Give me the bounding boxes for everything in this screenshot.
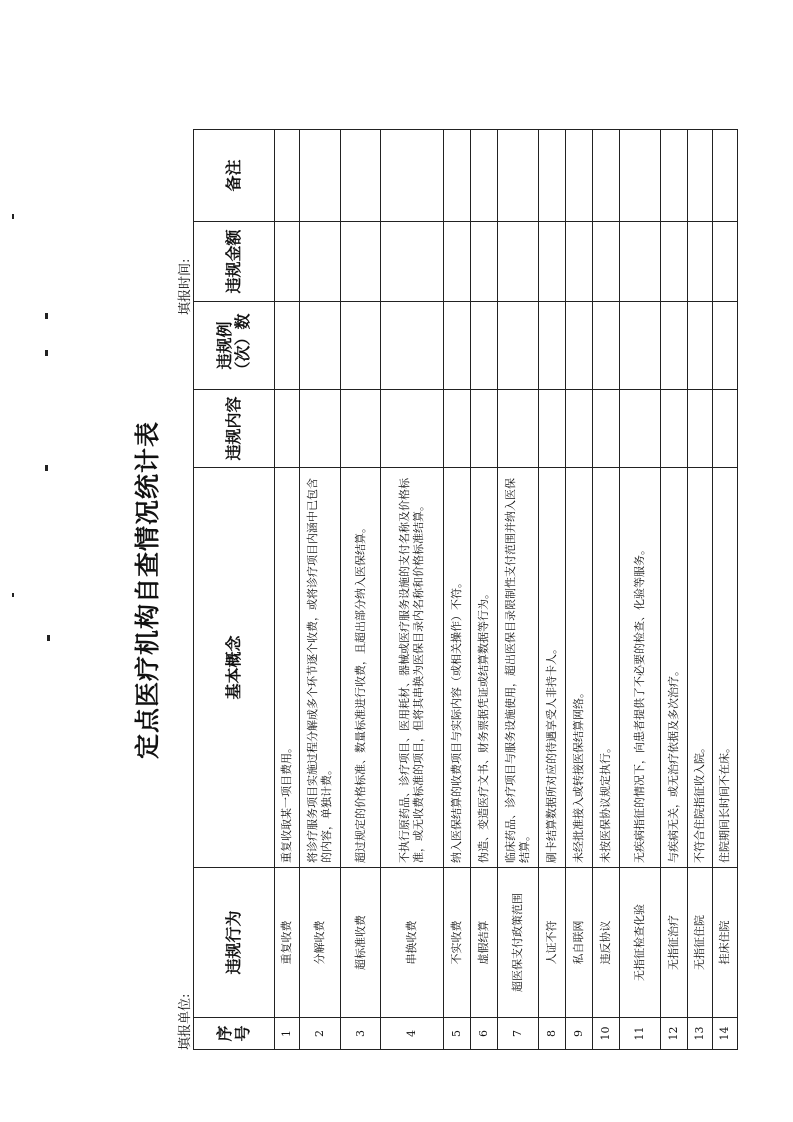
cell-concept: 未经批准接入或转接医保结算网络。 <box>566 468 593 868</box>
cell-amount[interactable] <box>620 222 661 302</box>
page-title: 定点医疗机构自查情况统计表 <box>133 421 162 760</box>
cell-concept: 住院期间长时间不在床。 <box>713 468 738 868</box>
cell-cases[interactable] <box>275 302 300 390</box>
cell-remark[interactable] <box>593 130 620 222</box>
cell-remark[interactable] <box>688 130 713 222</box>
cell-content[interactable] <box>566 390 593 468</box>
cell-amount[interactable] <box>688 222 713 302</box>
cell-remark[interactable] <box>539 130 566 222</box>
cell-amount[interactable] <box>539 222 566 302</box>
cell-seq: 5 <box>444 1018 471 1050</box>
cell-remark[interactable] <box>444 130 471 222</box>
cell-behavior: 不实收费 <box>444 868 471 1018</box>
scan-speck <box>45 313 48 319</box>
header-behavior: 违规行为 <box>194 868 275 1018</box>
table-row <box>593 130 620 1050</box>
cell-behavior: 无指征检查化验 <box>620 868 661 1018</box>
cell-content[interactable] <box>661 390 688 468</box>
header-amount: 违规金额 <box>194 222 275 302</box>
cell-seq: 2 <box>300 1018 341 1050</box>
cell-remark[interactable] <box>498 130 539 222</box>
report-time-label: 填报时间: <box>178 258 193 315</box>
cell-content[interactable] <box>275 390 300 468</box>
cell-behavior: 超医保支付政策范围 <box>498 868 539 1018</box>
cell-content[interactable] <box>713 390 738 468</box>
cell-amount[interactable] <box>300 222 341 302</box>
cell-behavior: 虚假结算 <box>471 868 498 1018</box>
cell-concept: 将诊疗服务项目实施过程分解成多个环节逐个收费，或将诊疗项目内涵中已包含的内容，单独计费。 <box>300 468 341 868</box>
header-cases: 违规例（次）数 <box>194 302 275 390</box>
cell-behavior: 串换收费 <box>381 868 444 1018</box>
cell-amount[interactable] <box>444 222 471 302</box>
report-unit-label: 填报单位: <box>178 993 193 1050</box>
header-seq: 序号 <box>194 1018 275 1050</box>
cell-content[interactable] <box>381 390 444 468</box>
statistics-table <box>193 129 738 1050</box>
cell-content[interactable] <box>341 390 381 468</box>
cell-amount[interactable] <box>275 222 300 302</box>
cell-concept: 临床药品、诊疗项目与服务设施使用，超出医保目录限制性支付范围并纳入医保结算。 <box>498 468 539 868</box>
cell-amount[interactable] <box>341 222 381 302</box>
cell-remark[interactable] <box>620 130 661 222</box>
scan-speck <box>45 350 48 356</box>
cell-seq: 6 <box>471 1018 498 1050</box>
cell-concept: 超过规定的价格标准、数量标准进行收费，且超出部分纳入医保结算。 <box>341 468 381 868</box>
cell-cases[interactable] <box>593 302 620 390</box>
table-row <box>661 130 688 1050</box>
cell-seq: 14 <box>713 1018 738 1050</box>
cell-behavior: 私自联网 <box>566 868 593 1018</box>
cell-behavior: 重复收费 <box>275 868 300 1018</box>
table-row <box>381 130 444 1050</box>
scan-speck <box>12 214 14 219</box>
cell-cases[interactable] <box>539 302 566 390</box>
cell-seq: 1 <box>275 1018 300 1050</box>
cell-content[interactable] <box>593 390 620 468</box>
cell-remark[interactable] <box>341 130 381 222</box>
cell-seq: 10 <box>593 1018 620 1050</box>
cell-remark[interactable] <box>713 130 738 222</box>
cell-cases[interactable] <box>471 302 498 390</box>
cell-seq: 12 <box>661 1018 688 1050</box>
cell-seq: 8 <box>539 1018 566 1050</box>
header-concept: 基本概念 <box>194 468 275 868</box>
cell-concept: 不符合住院指征收入院。 <box>688 468 713 868</box>
cell-behavior: 无指征住院 <box>688 868 713 1018</box>
table-row <box>444 130 471 1050</box>
cell-content[interactable] <box>620 390 661 468</box>
cell-seq: 11 <box>620 1018 661 1050</box>
cell-remark[interactable] <box>661 130 688 222</box>
table-row <box>620 130 661 1050</box>
table-row <box>275 130 300 1050</box>
cell-concept: 不执行原药品、诊疗项目、医用耗材、器械或医疗服务设施的支付名称及价格标准，或无收费标准的项目，但将其串换为医保目录内名称和价格标准结算。 <box>381 468 444 868</box>
cell-remark[interactable] <box>566 130 593 222</box>
cell-behavior: 分解收费 <box>300 868 341 1018</box>
cell-concept: 重复收取某一项目费用。 <box>275 468 300 868</box>
scan-speck <box>47 635 50 641</box>
cell-amount[interactable] <box>661 222 688 302</box>
table-row <box>566 130 593 1050</box>
cell-content[interactable] <box>688 390 713 468</box>
cell-concept: 刷卡结算数据所对应的待遇享受人非持卡人。 <box>539 468 566 868</box>
cell-behavior: 人证不符 <box>539 868 566 1018</box>
cell-cases[interactable] <box>381 302 444 390</box>
scan-speck <box>45 465 48 471</box>
cell-content[interactable] <box>444 390 471 468</box>
table-row <box>539 130 566 1050</box>
cell-behavior: 违反协议 <box>593 868 620 1018</box>
table-row <box>471 130 498 1050</box>
table-row <box>498 130 539 1050</box>
cell-cases[interactable] <box>661 302 688 390</box>
cell-behavior: 挂床住院 <box>713 868 738 1018</box>
rotated-sheet <box>128 120 778 1060</box>
cell-amount[interactable] <box>498 222 539 302</box>
cell-seq: 9 <box>566 1018 593 1050</box>
cell-cases[interactable] <box>300 302 341 390</box>
cell-concept: 纳入医保结算的收费项目与实际内容（或相关操作）不符。 <box>444 468 471 868</box>
cell-amount[interactable] <box>381 222 444 302</box>
cell-seq: 7 <box>498 1018 539 1050</box>
header-content: 违规内容 <box>194 390 275 468</box>
table-row <box>713 130 738 1050</box>
cell-seq: 3 <box>341 1018 381 1050</box>
cell-cases[interactable] <box>688 302 713 390</box>
cell-concept: 未按医保协议规定执行。 <box>593 468 620 868</box>
cell-amount[interactable] <box>593 222 620 302</box>
table-header-row <box>194 130 275 1050</box>
cell-cases[interactable] <box>713 302 738 390</box>
cell-cases[interactable] <box>620 302 661 390</box>
cell-seq: 13 <box>688 1018 713 1050</box>
cell-content[interactable] <box>471 390 498 468</box>
cell-remark[interactable] <box>471 130 498 222</box>
cell-content[interactable] <box>539 390 566 468</box>
table-row <box>688 130 713 1050</box>
cell-behavior: 无指征治疗 <box>661 868 688 1018</box>
table-row <box>300 130 341 1050</box>
cell-amount[interactable] <box>713 222 738 302</box>
cell-remark[interactable] <box>275 130 300 222</box>
report-info-row <box>174 130 194 1050</box>
cell-cases[interactable] <box>444 302 471 390</box>
cell-content[interactable] <box>300 390 341 468</box>
cell-amount[interactable] <box>471 222 498 302</box>
cell-remark[interactable] <box>381 130 444 222</box>
cell-concept: 无疾病指征的情况下，向患者提供了不必要的检查、化验等服务。 <box>620 468 661 868</box>
table-row <box>341 130 381 1050</box>
header-remark: 备注 <box>194 130 275 222</box>
cell-content[interactable] <box>498 390 539 468</box>
cell-concept: 与疾病无关，或无治疗依据及多次治疗。 <box>661 468 688 868</box>
cell-cases[interactable] <box>498 302 539 390</box>
cell-amount[interactable] <box>566 222 593 302</box>
cell-concept: 伪造、变造医疗文书、财务票据凭证或结算数据等行为。 <box>471 468 498 868</box>
cell-seq: 4 <box>381 1018 444 1050</box>
cell-remark[interactable] <box>300 130 341 222</box>
cell-behavior: 超标准收费 <box>341 868 381 1018</box>
cell-cases[interactable] <box>566 302 593 390</box>
cell-cases[interactable] <box>341 302 381 390</box>
scan-speck <box>12 593 14 597</box>
